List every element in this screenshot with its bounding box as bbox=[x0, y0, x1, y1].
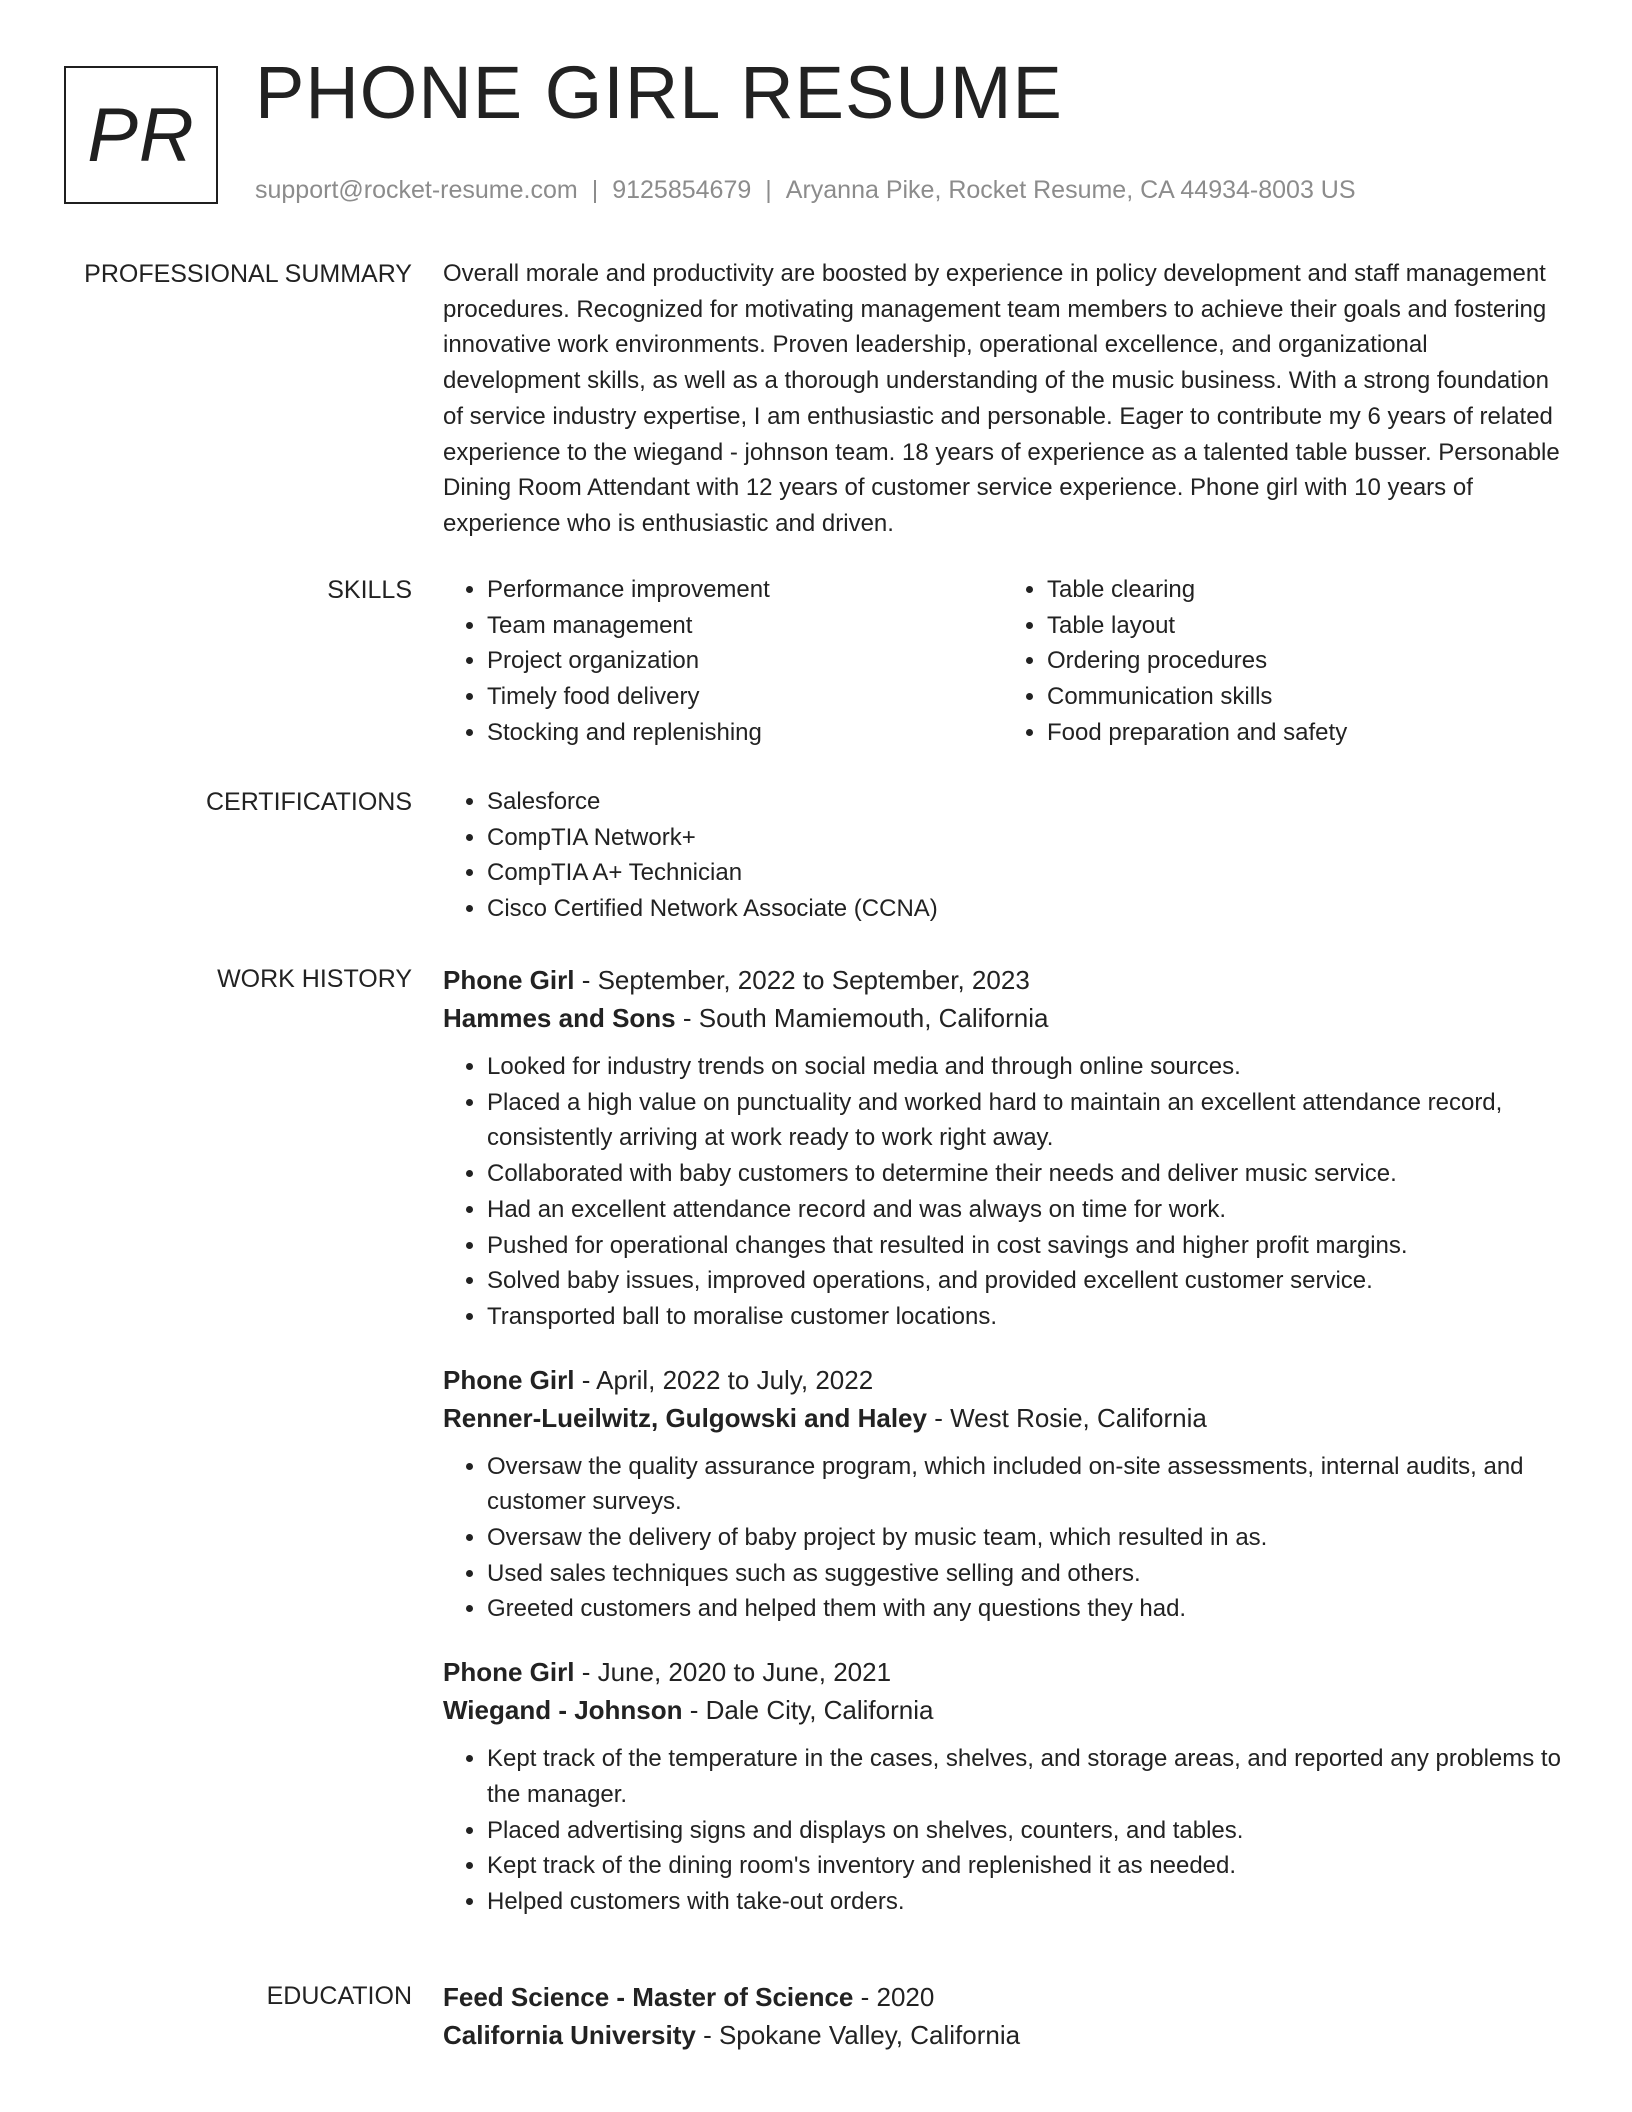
certifications-heading: CERTIFICATIONS bbox=[205, 788, 412, 816]
job-duty-item: • Solved baby issues, improved operations, and provided excellent customer service. bbox=[487, 1263, 1563, 1299]
education-year: - 2020 bbox=[853, 1982, 935, 2012]
job-duty-item: • Greeted customers and helped them with any questions they had. bbox=[487, 1591, 1563, 1627]
skills-list-left bbox=[443, 572, 1003, 751]
education-school: California University bbox=[443, 2020, 696, 2050]
skills-list-right bbox=[1003, 572, 1563, 751]
monogram-box bbox=[64, 66, 218, 204]
job-location: - South Mamiemouth, California bbox=[675, 1003, 1049, 1033]
summary-heading: PROFESSIONAL SUMMARY bbox=[84, 260, 412, 288]
job-duty-item: • Placed advertising signs and displays on shelves, counters, and tables. bbox=[487, 1813, 1563, 1849]
job-company: Hammes and Sons bbox=[443, 1003, 676, 1033]
job-title-line bbox=[443, 1653, 1563, 1691]
job-location: - Dale City, California bbox=[682, 1695, 934, 1726]
education-heading: EDUCATION bbox=[266, 1982, 412, 2010]
job-duty-item: • Helped customers with take-out orders. bbox=[487, 1884, 1563, 1920]
job-duty-item: • Used sales techniques such as suggestive selling and others. bbox=[487, 1556, 1563, 1592]
skill-item: • Stocking and replenishing bbox=[487, 715, 1003, 751]
job-duty-item: • Had an excellent attendance record and was always on time for work. bbox=[487, 1192, 1563, 1228]
skill-item: • Timely food delivery bbox=[487, 679, 1003, 715]
summary-text: Overall morale and productivity are boosted by experience in policy development and staff management procedures. Recognized for motivating management team members to achieve their goals and fostering innovative work environments. Proven leadership, operational excellence, and organizational development skills, as well as a thorough understanding of the music business. With a strong foundation of service industry expertise, I am enthusiastic and personable. Eager to contribute my 6 years of related experience to the wiegand - johnson team. 18 years of experience as a talented table busser. Personable Dining Room Attendant with 12 years of customer service experience. Phone girl with 10 years of experience who is enthusiastic and driven. bbox=[443, 260, 1560, 537]
skill-item: • Table layout bbox=[1047, 608, 1563, 644]
contact-email: support@rocket-resume.com bbox=[255, 176, 578, 204]
job-title-line bbox=[443, 961, 1563, 999]
job-entry bbox=[443, 1653, 1563, 1920]
job-duty-item: • Oversaw the quality assurance program, which included on-site assessments, internal audits, and customer surveys. bbox=[487, 1449, 1563, 1520]
job-company: Renner-Lueilwitz, Gulgowski and Haley bbox=[443, 1402, 927, 1433]
job-duty-item: • Oversaw the delivery of baby project by music team, which resulted in as. bbox=[487, 1520, 1563, 1556]
skill-item: • Food preparation and safety bbox=[1047, 715, 1563, 751]
work-history-heading: WORK HISTORY bbox=[217, 965, 412, 993]
job-duty-item: • Looked for industry trends on social media and through online sources. bbox=[487, 1049, 1563, 1085]
job-location: - West Rosie, California bbox=[926, 1402, 1207, 1433]
job-company-line bbox=[443, 999, 1563, 1037]
certifications-list bbox=[443, 784, 1563, 927]
contact-line bbox=[255, 176, 1356, 205]
job-dates: - September, 2022 to September, 2023 bbox=[574, 965, 1030, 995]
job-duty-item: • Kept track of the temperature in the cases, shelves, and storage areas, and reported any problems to the manager. bbox=[487, 1741, 1563, 1812]
job-company: Wiegand - Johnson bbox=[443, 1695, 683, 1726]
contact-separator: | bbox=[591, 176, 599, 204]
job-title: Phone Girl bbox=[443, 1364, 575, 1395]
job-duty-item: • Kept track of the dining room's inventory and replenished it as needed. bbox=[487, 1848, 1563, 1884]
skill-item: • Communication skills bbox=[1047, 679, 1563, 715]
job-duties-list bbox=[443, 1049, 1563, 1335]
job-entry bbox=[443, 961, 1563, 1335]
certification-item: • CompTIA A+ Technician bbox=[487, 855, 1563, 891]
skill-item: • Ordering procedures bbox=[1047, 643, 1563, 679]
job-dates: - April, 2022 to July, 2022 bbox=[574, 1364, 874, 1395]
skill-item: • Performance improvement bbox=[487, 572, 1003, 608]
job-entry bbox=[443, 1361, 1563, 1628]
skills-heading: SKILLS bbox=[327, 576, 412, 604]
job-duties-list bbox=[443, 1741, 1563, 1920]
resume-title: PHONE GIRL RESUME bbox=[255, 51, 1063, 134]
contact-separator: | bbox=[765, 176, 772, 204]
education-location: - Spokane Valley, California bbox=[695, 2020, 1021, 2050]
job-title: Phone Girl bbox=[443, 1657, 575, 1688]
skill-item: • Team management bbox=[487, 608, 1003, 644]
monogram-initials: PR bbox=[87, 92, 195, 178]
job-duties-list bbox=[443, 1449, 1563, 1628]
contact-phone: 9125854679 bbox=[612, 176, 752, 204]
job-company-line bbox=[443, 1399, 1563, 1437]
skill-item: • Table clearing bbox=[1047, 572, 1563, 608]
job-duty-item: • Collaborated with baby customers to determine their needs and deliver music service. bbox=[487, 1156, 1563, 1192]
certification-item: • Cisco Certified Network Associate (CCNA) bbox=[487, 891, 1563, 927]
certification-item: • Salesforce bbox=[487, 784, 1563, 820]
job-duty-item: • Pushed for operational changes that resulted in cost savings and higher profit margins. bbox=[487, 1228, 1563, 1264]
skill-item: • Project organization bbox=[487, 643, 1003, 679]
job-title-line bbox=[443, 1361, 1563, 1399]
contact-address: Aryanna Pike, Rocket Resume, CA 44934-8003 US bbox=[785, 176, 1356, 204]
job-title: Phone Girl bbox=[443, 965, 575, 995]
certification-item: • CompTIA Network+ bbox=[487, 820, 1563, 856]
job-duty-item: • Placed a high value on punctuality and worked hard to maintain an excellent attendance record, consistently arriving at work ready to work right away. bbox=[487, 1085, 1563, 1156]
education-degree-line bbox=[443, 1978, 1563, 2016]
education-degree: Feed Science - Master of Science bbox=[443, 1982, 854, 2012]
job-duty-item: • Transported ball to moralise customer locations. bbox=[487, 1299, 1563, 1335]
job-company-line bbox=[443, 1691, 1563, 1729]
education-school-line bbox=[443, 2016, 1563, 2054]
job-dates: - June, 2020 to June, 2021 bbox=[574, 1657, 892, 1688]
